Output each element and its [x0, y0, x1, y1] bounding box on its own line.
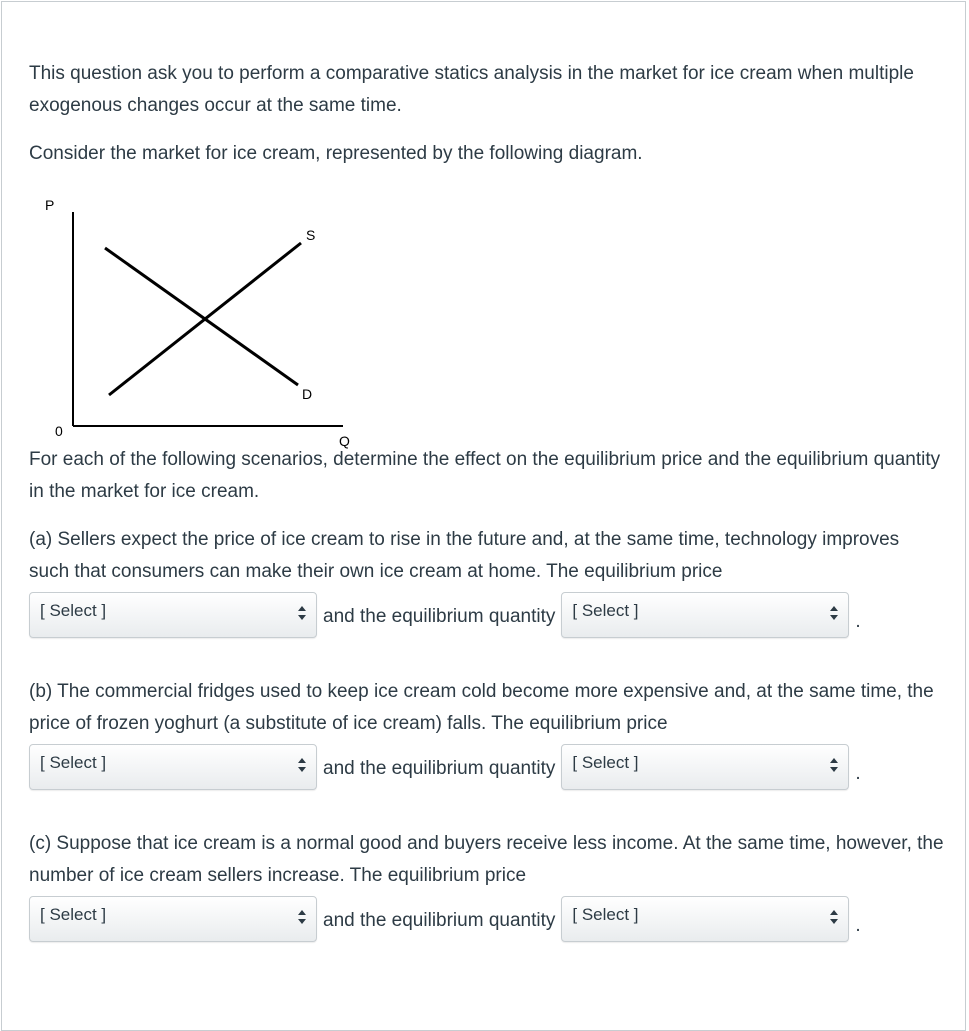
question-c-joiner: and the equilibrium quantity	[323, 910, 556, 931]
question-a-answer-row	[29, 590, 944, 640]
select-value: [ Select ]	[572, 601, 639, 620]
question-c-period: .	[855, 915, 861, 936]
instructions-text: For each of the following scenarios, determine the effect on the equilibrium price and the equilibrium quantity in the market for ice cream.	[29, 449, 941, 502]
select-arrows-icon	[298, 755, 306, 775]
select-arrows-icon	[830, 603, 838, 623]
select-value: [ Select ]	[572, 753, 639, 772]
question-b-quantity-select[interactable]	[561, 744, 849, 790]
supply-label: S	[306, 227, 316, 243]
select-arrows-icon	[298, 603, 306, 623]
question-c-text: (c) Suppose that ice cream is a normal good and buyers receive less income. At the same time, however, the number of ice cream sellers increase. The equilibrium price	[29, 833, 944, 886]
question-c-quantity-select[interactable]	[561, 896, 849, 942]
x-axis-label: Q	[339, 433, 350, 449]
intro-text: This question ask you to perform a comparative statics analysis in the market for ice cream when multiple exogenous changes occur at the same time.	[29, 63, 914, 116]
origin-label: 0	[55, 423, 63, 439]
question-b-period: .	[855, 763, 861, 784]
consider-text: Consider the market for ice cream, represented by the following diagram.	[29, 143, 643, 164]
question-content	[29, 58, 944, 944]
question-a-text: (a) Sellers expect the price of ice cream to rise in the future and, at the same time, technology improves such that consumers can make their own ice cream at home. The equilibrium price	[29, 529, 900, 582]
question-a-price-select[interactable]	[29, 592, 317, 638]
question-a-quantity-select[interactable]	[561, 592, 849, 638]
select-value: [ Select ]	[40, 753, 107, 772]
question-b-price-select[interactable]	[29, 744, 317, 790]
supply-demand-diagram	[25, 184, 365, 449]
y-axis-label: P	[45, 197, 55, 213]
select-value: [ Select ]	[40, 601, 107, 620]
select-value: [ Select ]	[40, 905, 107, 924]
select-arrows-icon	[298, 907, 306, 927]
select-value: [ Select ]	[572, 905, 639, 924]
question-b-answer-row	[29, 742, 944, 792]
question-a-period: .	[855, 611, 861, 632]
demand-label: D	[302, 386, 313, 402]
question-b-text: (b) The commercial fridges used to keep ice cream cold become more expensive and, at the same time, the price of frozen yoghurt (a substitute of ice cream) falls. The equilibrium price	[29, 681, 934, 734]
select-arrows-icon	[830, 907, 838, 927]
question-b-joiner: and the equilibrium quantity	[323, 758, 556, 779]
select-arrows-icon	[830, 755, 838, 775]
question-c-answer-row	[29, 894, 944, 944]
question-a-joiner: and the equilibrium quantity	[323, 606, 556, 627]
question-c-price-select[interactable]	[29, 896, 317, 942]
